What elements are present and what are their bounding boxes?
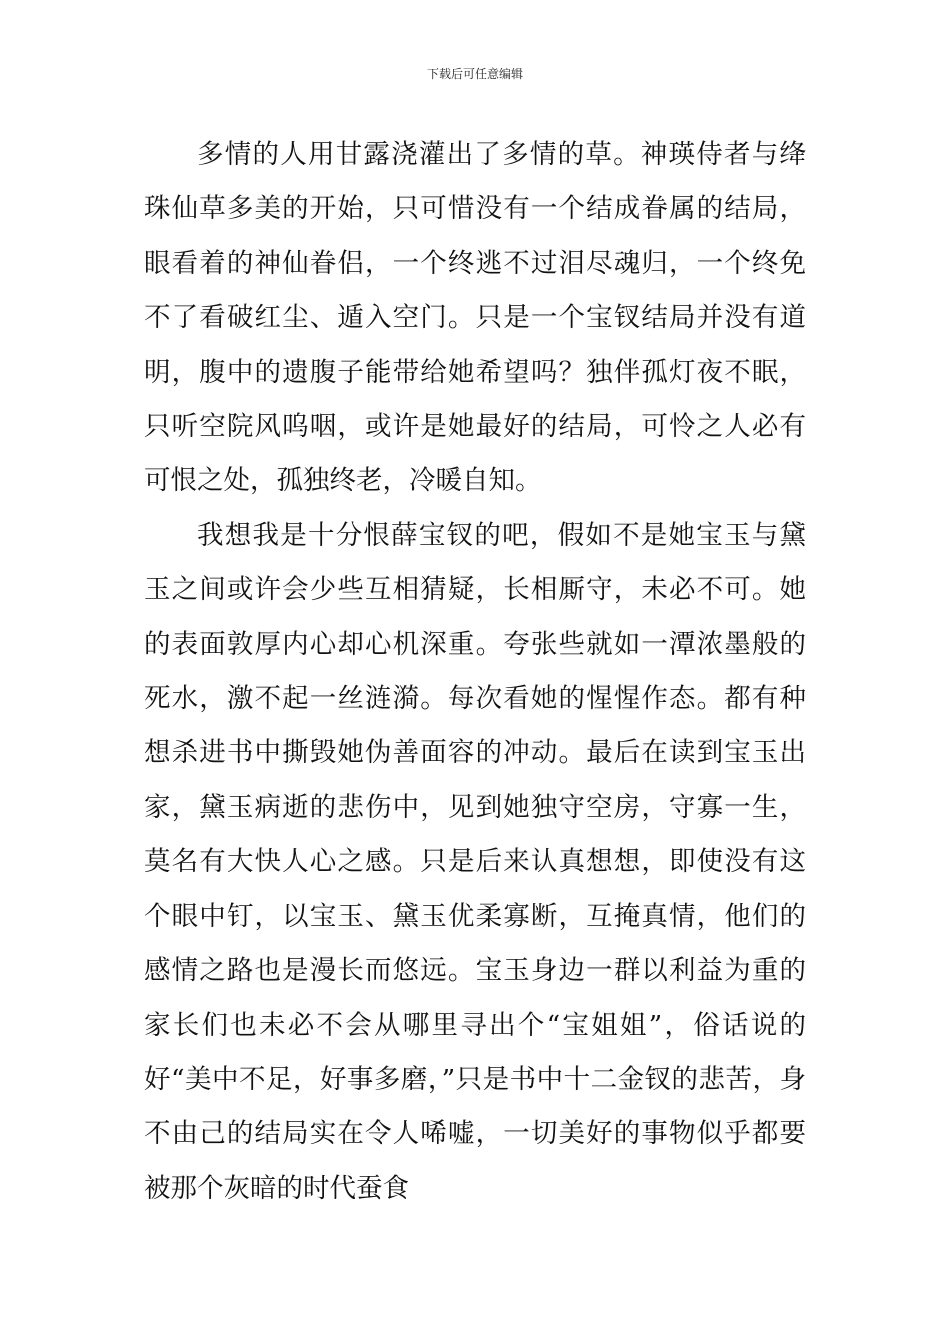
page-header-note: 下载后可任意编辑 (426, 67, 523, 81)
paragraph-1: 多情的人用甘露浇灌出了多情的草。神瑛侍者与绛珠仙草多美的开始，只可惜没有一个结成眷属的结局，眼看着的神仙眷侣，一个终逃不过泪尽魂归，一个终免不了看破红尘、遁入空门。只是一个宝钗结局并没有道明，腹中的遗腹子能带给她希望吗？独伴孤灯夜不眠，只听空院风呜咽，或许是她最好的结局，可怜之人必有可恨之处，孤独终老，冷暖自知。 (144, 139, 806, 497)
document-body (144, 128, 806, 1216)
paragraph-2: 我想我是十分恨薛宝钗的吧，假如不是她宝玉与黛玉之间或许会少些互相猜疑，长相厮守，未必不可。她的表面敦厚内心却心机深重。夸张些就如一潭浓墨般的死水，激不起一丝涟漪。每次看她的惺惺作态。都有种想杀进书中撕毁她伪善面容的冲动。最后在读到宝玉出家，黛玉病逝的悲伤中，见到她独守空房，守寡一生，莫名有大快人心之感。只是后来认真想想，即使没有这个眼中钉，以宝玉、黛玉优柔寡断，互掩真情，他们的感情之路也是漫长而悠远。宝玉身边一群以利益为重的家长们也未必不会从哪里寻出个“宝姐姐”，俗话说的好“美中不足，好事多磨，”只是书中十二金钗的悲苦，身不由己的结局实在令人唏嘘，一切美好的事物似乎都要被那个灰暗的时代蚕食 (144, 519, 806, 1204)
